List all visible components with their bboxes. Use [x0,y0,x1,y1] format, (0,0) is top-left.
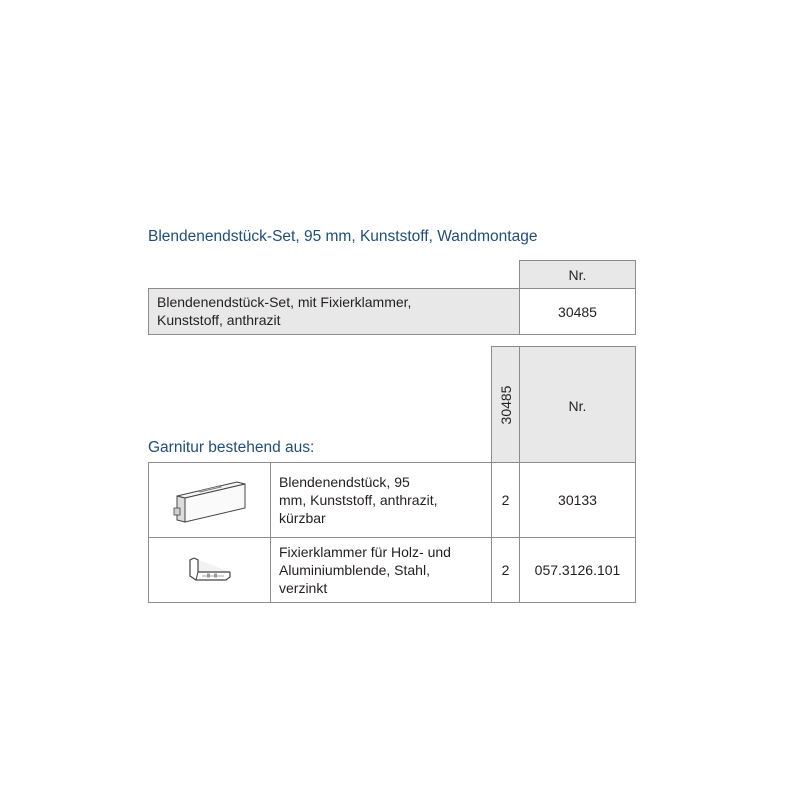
row1-desc-line3: kürzbar [279,510,326,526]
row1-desc-line1: Blendenendstück, 95 [279,474,410,490]
row1-qty-value: 2 [501,492,510,508]
table1-header-nr-label: Nr. [568,266,587,283]
table2-row2-qty [491,537,520,603]
table2-row2-description [270,537,492,603]
product-title: Blendenendstück-Set, 95 mm, Kunststoff, Wandmontage [148,228,538,245]
table2-row2-image-cell [148,537,271,603]
row2-nr-value: 057.3126.101 [534,562,621,578]
row1-nr-value: 30133 [558,492,597,508]
table1-nr-cell [519,288,636,335]
table1-description-line2: Kunststoff, anthrazit [157,312,281,328]
table2-row1-nr [519,462,636,538]
table1-nr-value: 30485 [558,303,597,320]
table1-header-nr [519,260,636,289]
table2-row2-nr [519,537,636,603]
row2-desc-line3: verzinkt [279,580,328,596]
row2-qty-value: 2 [501,562,510,578]
row2-desc-line1: Fixierklammer für Holz- und [279,544,451,560]
row1-desc-line2: mm, Kunststoff, anthrazit, [279,492,438,508]
table2-header-nr [519,346,636,463]
table1-description-line1: Blendenendstück-Set, mit Fixierklammer, [157,294,412,310]
garnitur-caption: Garnitur bestehend aus: [148,439,315,456]
row2-desc-line2: Aluminiumblende, Stahl, [279,562,430,578]
table2-row1-image-cell [148,462,271,538]
end-cap-icon [165,470,255,530]
table2-header-nr-label: Nr. [568,398,587,414]
table2-row1-qty [491,462,520,538]
table2-row1-description [270,462,492,538]
clip-icon [180,550,240,590]
table2-set-column-header [491,346,520,463]
table1-description-cell [148,288,520,335]
table2-set-column-label: 30485 [497,385,514,424]
